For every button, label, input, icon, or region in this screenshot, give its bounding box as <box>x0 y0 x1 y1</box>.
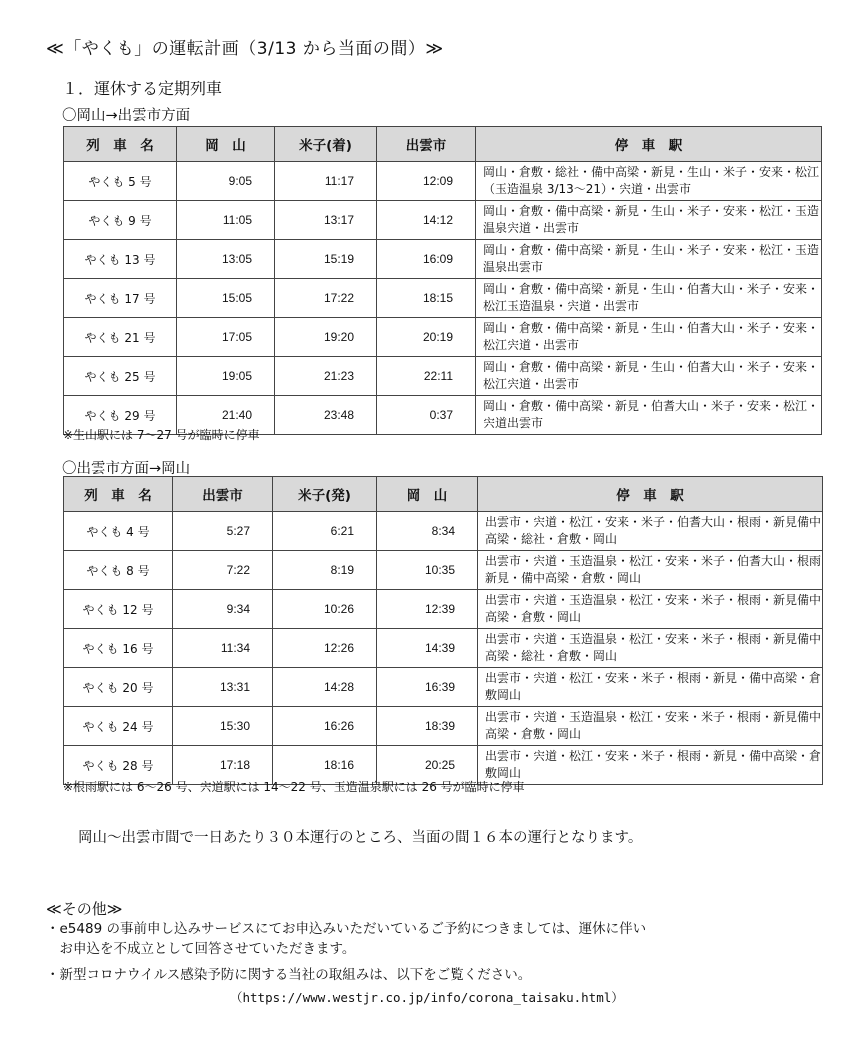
table-row <box>64 240 822 279</box>
time-cell-1: 13:31 <box>173 668 273 707</box>
time-cell-1: 21:40 <box>177 396 275 435</box>
time-cell-1: 17:18 <box>173 746 273 785</box>
stops-cell: 岡山・倉敷・備中高梁・新見・伯耆大山・米子・安来・松江・宍道出雲市 <box>476 396 822 435</box>
time-cell-1: 15:05 <box>177 279 275 318</box>
train-name-cell: やくも 5 号 <box>64 162 177 201</box>
outbound-timetable <box>63 126 822 435</box>
section-heading: １．運休する定期列車 <box>62 79 223 98</box>
stops-cell: 出雲市・宍道・松江・安来・米子・根雨・新見・備中高梁・倉敷岡山 <box>478 668 823 707</box>
outbound-direction-label: 〇岡山→出雲市方面 <box>62 108 191 124</box>
time-cell-3: 16:09 <box>377 240 476 279</box>
train-name-cell: やくも 25 号 <box>64 357 177 396</box>
time-cell-2: 16:26 <box>273 707 377 746</box>
table-row <box>64 590 823 629</box>
train-name-cell: やくも 16 号 <box>64 629 173 668</box>
train-name-cell: やくも 24 号 <box>64 707 173 746</box>
header-okayama: 岡 山 <box>177 127 275 162</box>
time-cell-2: 15:19 <box>275 240 377 279</box>
header-okayama: 岡 山 <box>377 477 478 512</box>
time-cell-3: 8:34 <box>377 512 478 551</box>
table-row <box>64 318 822 357</box>
time-cell-3: 22:11 <box>377 357 476 396</box>
time-cell-2: 14:28 <box>273 668 377 707</box>
time-cell-3: 20:25 <box>377 746 478 785</box>
time-cell-1: 19:05 <box>177 357 275 396</box>
train-name-cell: やくも 29 号 <box>64 396 177 435</box>
header-izumoshi: 出雲市 <box>173 477 273 512</box>
header-yonago-arrival: 米子(着) <box>275 127 377 162</box>
table-header-row <box>64 127 822 162</box>
time-cell-2: 11:17 <box>275 162 377 201</box>
inbound-note: ※根雨駅には 6〜26 号、宍道駅には 14〜22 号、玉造温泉駅には 26 号が臨時に停車 <box>63 780 525 794</box>
stops-cell: 出雲市・宍道・玉造温泉・松江・安来・米子・根雨・新見備中高梁・倉敷・岡山 <box>478 707 823 746</box>
header-stops: 停 車 駅 <box>478 477 823 512</box>
table-row <box>64 629 823 668</box>
time-cell-3: 10:35 <box>377 551 478 590</box>
operation-summary: 岡山〜出雲市間で一日あたり３０本運行のところ、当面の間１６本の運行となります。 <box>78 830 643 846</box>
table-header-row <box>64 477 823 512</box>
header-yonago-departure: 米子(発) <box>273 477 377 512</box>
train-name-cell: やくも 8 号 <box>64 551 173 590</box>
train-name-cell: やくも 28 号 <box>64 746 173 785</box>
time-cell-2: 8:19 <box>273 551 377 590</box>
stops-cell: 岡山・倉敷・備中高梁・新見・生山・伯耆大山・米子・安来・松江宍道・出雲市 <box>476 318 822 357</box>
time-cell-2: 17:22 <box>275 279 377 318</box>
stops-cell: 出雲市・宍道・松江・安来・米子・根雨・新見・備中高梁・倉敷岡山 <box>478 746 823 785</box>
time-cell-2: 13:17 <box>275 201 377 240</box>
table-row <box>64 551 823 590</box>
train-name-cell: やくも 20 号 <box>64 668 173 707</box>
stops-cell: 岡山・倉敷・備中高梁・新見・生山・米子・安来・松江・玉造温泉宍道・出雲市 <box>476 201 822 240</box>
time-cell-3: 14:39 <box>377 629 478 668</box>
stops-cell: 岡山・倉敷・備中高梁・新見・生山・伯耆大山・米子・安来・松江宍道・出雲市 <box>476 357 822 396</box>
time-cell-1: 7:22 <box>173 551 273 590</box>
train-name-cell: やくも 17 号 <box>64 279 177 318</box>
time-cell-3: 12:09 <box>377 162 476 201</box>
inbound-timetable <box>63 476 823 785</box>
train-name-cell: やくも 4 号 <box>64 512 173 551</box>
time-cell-3: 18:15 <box>377 279 476 318</box>
time-cell-2: 23:48 <box>275 396 377 435</box>
time-cell-2: 21:23 <box>275 357 377 396</box>
time-cell-1: 13:05 <box>177 240 275 279</box>
table-row <box>64 357 822 396</box>
table-row <box>64 512 823 551</box>
table-row <box>64 668 823 707</box>
header-train-name: 列 車 名 <box>64 127 177 162</box>
time-cell-2: 6:21 <box>273 512 377 551</box>
time-cell-3: 20:19 <box>377 318 476 357</box>
stops-cell: 岡山・倉敷・備中高梁・新見・生山・米子・安来・松江・玉造温泉出雲市 <box>476 240 822 279</box>
time-cell-1: 15:30 <box>173 707 273 746</box>
stops-cell: 出雲市・宍道・玉造温泉・松江・安来・米子・根雨・新見備中高梁・倉敷・岡山 <box>478 590 823 629</box>
time-cell-2: 19:20 <box>275 318 377 357</box>
e5489-notice: ・e5489 の事前申し込みサービスにてお申込みいただいているご予約につきましては、運休に伴い お申込を不成立として回答させていただきます。 <box>46 921 647 957</box>
time-cell-2: 12:26 <box>273 629 377 668</box>
table-row <box>64 279 822 318</box>
document-title: ≪「やくも」の運転計画（3/13 から当面の間）≫ <box>46 39 444 59</box>
time-cell-3: 14:12 <box>377 201 476 240</box>
inbound-direction-label: 〇出雲市方面→岡山 <box>62 461 191 477</box>
header-izumoshi: 出雲市 <box>377 127 476 162</box>
corona-notice: ・新型コロナウイルス感染予防に関する当社の取組みは、以下をご覧ください。 <box>46 967 532 983</box>
outbound-note: ※生山駅には 7〜27 号が臨時に停車 <box>63 428 260 442</box>
stops-cell: 出雲市・宍道・松江・安来・米子・伯耆大山・根雨・新見備中高梁・総社・倉敷・岡山 <box>478 512 823 551</box>
time-cell-1: 11:34 <box>173 629 273 668</box>
table-row <box>64 162 822 201</box>
time-cell-3: 18:39 <box>377 707 478 746</box>
time-cell-1: 9:34 <box>173 590 273 629</box>
table-row <box>64 707 823 746</box>
other-heading: ≪その他≫ <box>46 900 123 918</box>
stops-cell: 出雲市・宍道・玉造温泉・松江・安来・米子・根雨・新見備中高梁・総社・倉敷・岡山 <box>478 629 823 668</box>
train-name-cell: やくも 9 号 <box>64 201 177 240</box>
time-cell-1: 9:05 <box>177 162 275 201</box>
train-name-cell: やくも 21 号 <box>64 318 177 357</box>
time-cell-2: 18:16 <box>273 746 377 785</box>
time-cell-3: 12:39 <box>377 590 478 629</box>
time-cell-2: 10:26 <box>273 590 377 629</box>
table-row <box>64 201 822 240</box>
train-name-cell: やくも 13 号 <box>64 240 177 279</box>
time-cell-1: 17:05 <box>177 318 275 357</box>
time-cell-1: 5:27 <box>173 512 273 551</box>
time-cell-3: 16:39 <box>377 668 478 707</box>
header-stops: 停 車 駅 <box>476 127 822 162</box>
stops-cell: 岡山・倉敷・備中高梁・新見・生山・伯耆大山・米子・安来・松江玉造温泉・宍道・出雲市 <box>476 279 822 318</box>
time-cell-3: 0:37 <box>377 396 476 435</box>
stops-cell: 岡山・倉敷・総社・備中高梁・新見・生山・米子・安来・松江（玉造温泉 3/13〜21）・宍道・出雲市 <box>476 162 822 201</box>
train-name-cell: やくも 12 号 <box>64 590 173 629</box>
header-train-name: 列 車 名 <box>64 477 173 512</box>
time-cell-1: 11:05 <box>177 201 275 240</box>
stops-cell: 出雲市・宍道・玉造温泉・松江・安来・米子・伯耆大山・根雨新見・備中高梁・倉敷・岡山 <box>478 551 823 590</box>
corona-info-link[interactable]: （https://www.westjr.co.jp/info/corona_taisaku.html） <box>230 990 624 1005</box>
